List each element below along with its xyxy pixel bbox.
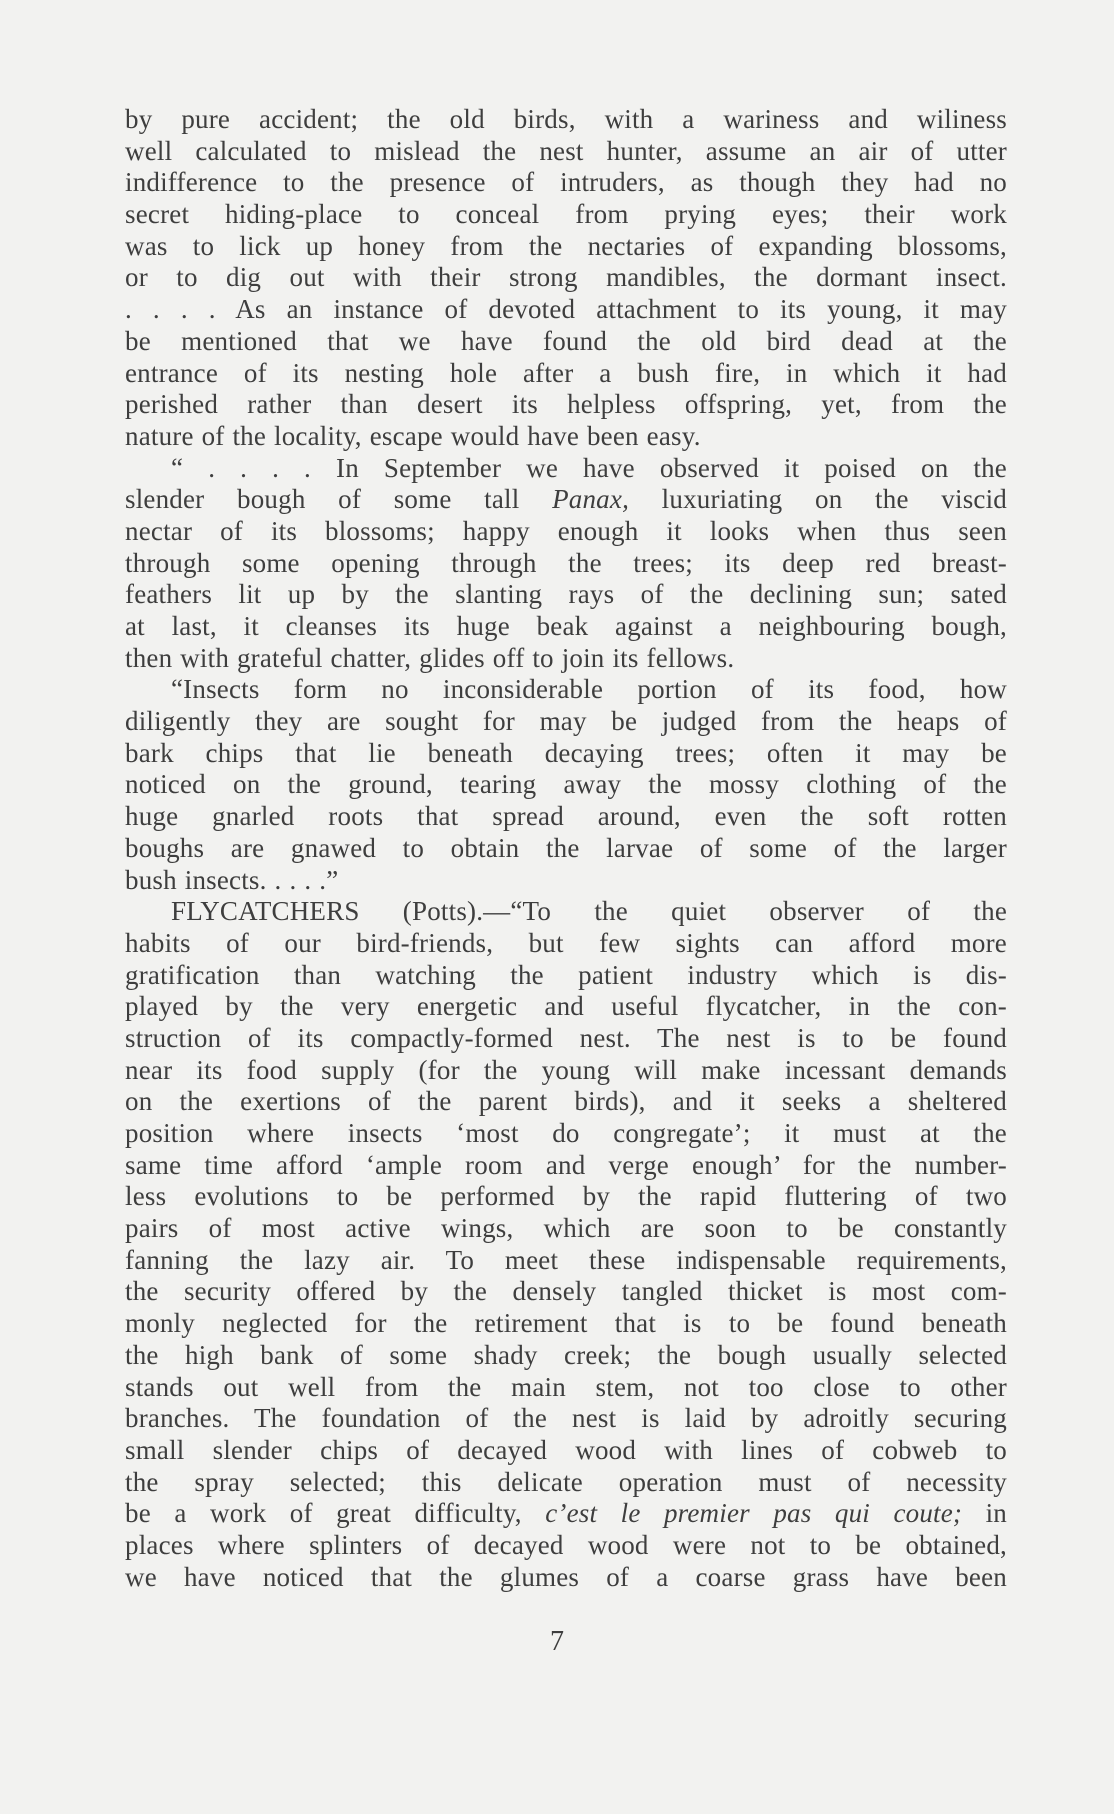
text-line: gratification than watching the patient industry which is dis-: [125, 959, 1007, 990]
text-line: played by the very energetic and useful flycatcher, in the con-: [125, 991, 1007, 1022]
text-line: places where splinters of decayed wood were not to be obtained,: [125, 1529, 1007, 1560]
text-line: bush insects. . . . .”: [125, 864, 339, 895]
text-line: noticed on the ground, tearing away the mossy clothing of the: [125, 769, 1007, 800]
text-line: at last, it cleanses its huge beak against a neighbouring bough,: [125, 611, 1007, 641]
text-line: position where insects ‘most do congregate’; it must at the: [125, 1118, 1007, 1148]
text-line: [125, 1498, 1007, 1530]
text-line: the high bank of some shady creek; the bough usually selected: [125, 1339, 1007, 1370]
text-line: or to dig out with their strong mandibles, the dormant insect.: [125, 262, 1007, 293]
text-line: nectar of its blossoms; happy enough it looks when thus seen: [125, 515, 1007, 546]
text-line: through some opening through the trees; its deep red breast-: [125, 547, 1007, 578]
text-line: “ . . . . In September we have observed it poised on the: [171, 452, 1007, 483]
text-line: FLYCATCHERS (Potts).—“To the quiet observer of the: [171, 896, 1007, 927]
text-segment: in: [962, 1498, 1007, 1529]
text-line: indifference to the presence of intruders, as though they had no: [125, 167, 1007, 198]
text-line: entrance of its nesting hole after a bush fire, in which it had: [125, 357, 1007, 388]
text-line: fanning the lazy air. To meet these indispensable requirements,: [125, 1244, 1007, 1275]
text-line: well calculated to mislead the nest hunter, assume an air of utter: [125, 135, 1007, 166]
text-line: struction of its compactly-formed nest. The nest is to be found: [125, 1022, 1007, 1053]
text-line: same time afford ‘ample room and verge enough’ for the number-: [125, 1149, 1007, 1180]
text-line: be mentioned that we have found the old bird dead at the: [125, 325, 1007, 356]
text-line: [125, 484, 1007, 516]
text-line: . . . . As an instance of devoted attachment to its young, it may: [125, 294, 1007, 325]
italic-text: Panax,: [552, 484, 630, 515]
text-line: bark chips that lie beneath decaying trees; often it may be: [125, 737, 1007, 768]
text-line: huge gnarled roots that spread around, even the soft rotten: [125, 801, 1007, 832]
page-number: 7: [550, 1626, 564, 1657]
text-line: “Insects form no inconsiderable portion of its food, how: [171, 674, 1007, 705]
text-line: habits of our bird-friends, but few sights can afford more: [125, 927, 1007, 958]
text-line: on the exertions of the parent birds), and it seeks a sheltered: [125, 1086, 1007, 1117]
text-line: monly neglected for the retirement that is to be found beneath: [125, 1308, 1007, 1339]
text-line: branches. The foundation of the nest is laid by adroitly securing: [125, 1403, 1007, 1434]
text-line: nature of the locality, escape would have been easy.: [125, 420, 701, 451]
text-line: near its food supply (for the young will make incessant demands: [125, 1054, 1007, 1085]
text-line: small slender chips of decayed wood with lines of cobweb to: [125, 1434, 1007, 1465]
text-line: was to lick up honey from the nectaries of expanding blossoms,: [125, 230, 1007, 261]
text-line: secret hiding-place to conceal from prying eyes; their work: [125, 199, 1007, 230]
text-line: then with grateful chatter, glides off to join its fellows.: [125, 642, 735, 673]
italic-text: c’est le premier pas qui coute;: [545, 1498, 963, 1529]
text-line: feathers lit up by the slanting rays of the declining sun; sated: [125, 579, 1007, 610]
text-line: pairs of most active wings, which are soon to be constantly: [125, 1213, 1007, 1244]
text-line: stands out well from the main stem, not too close to other: [125, 1371, 1007, 1402]
text-line: perished rather than desert its helpless offspring, yet, from the: [125, 389, 1007, 420]
text-line: by pure accident; the old birds, with a wariness and wiliness: [125, 104, 1007, 134]
text-line: diligently they are sought for may be judged from the heaps of: [125, 706, 1007, 737]
body-text: [125, 104, 1007, 1593]
text-segment: be a work of great difficulty,: [125, 1498, 546, 1529]
text-line: we have noticed that the glumes of a coarse grass have been: [125, 1561, 1007, 1592]
text-line: the security offered by the densely tangled thicket is most com-: [125, 1276, 1007, 1307]
text-line: less evolutions to be performed by the rapid fluttering of two: [125, 1181, 1007, 1212]
text-segment: luxuriating on the viscid: [629, 484, 1007, 515]
text-segment: slender bough of some tall: [125, 484, 553, 515]
text-line: the spray selected; this delicate operation must of necessity: [125, 1466, 1007, 1497]
text-line: boughs are gnawed to obtain the larvae of some of the larger: [125, 832, 1007, 863]
